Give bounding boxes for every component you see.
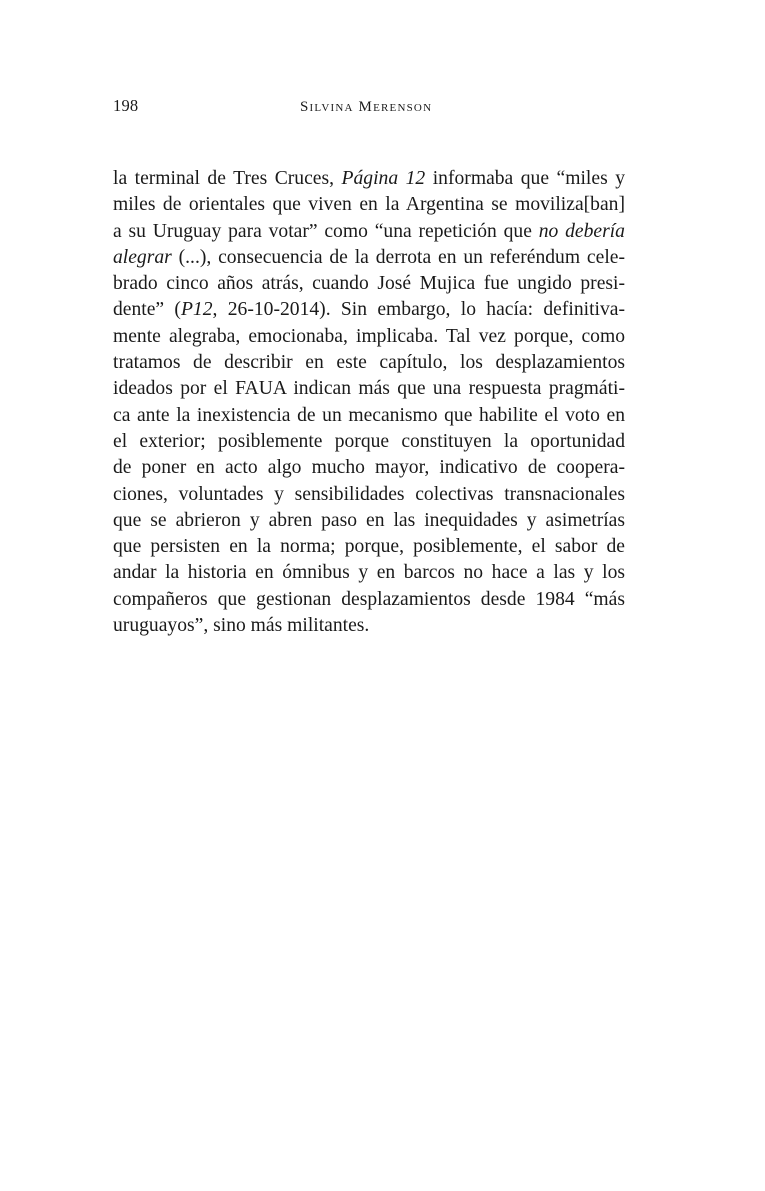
text-segment: ideados por el FAUA indican más que una respuesta pragmáti- [113,378,625,400]
italic-text-segment: alegrar [113,246,172,268]
text-line [113,245,625,271]
text-segment: miles de orientales que viven en la Argentina se moviliza[ban] [113,194,625,216]
text-segment: ca ante la inexistencia de un mecanismo que habilite el voto en [113,404,625,426]
text-segment: uruguayos”, sino más militantes. [113,615,370,637]
text-segment: la terminal de Tres Cruces, [113,168,342,189]
text-segment: el exterior; posiblemente porque constituyen la oportunidad [113,430,625,452]
text-line [113,534,625,560]
text-segment: a su Uruguay para votar” como “una repetición que [113,220,539,242]
text-segment: dente” ( [113,299,181,321]
body-paragraph [113,166,625,639]
text-line [113,297,625,323]
text-line [113,403,625,429]
text-segment: ciones, voluntades y sensibilidades colectivas transnacionales [113,483,625,505]
text-line [113,192,625,218]
text-line [113,508,625,534]
italic-text-segment: P12 [180,299,213,321]
text-line [113,587,625,613]
text-segment: tratamos de describir en este capítulo, los desplazamientos [113,352,625,374]
text-segment: que persisten en la norma; porque, posiblemente, el sabor de [113,536,625,558]
text-segment: de poner en acto algo mucho mayor, indicativo de coopera- [113,457,625,479]
text-segment: informaba que “miles y [425,168,625,189]
text-segment: andar la historia en ómnibus y en barcos no hace a las y los [113,562,625,584]
italic-text-segment: no debería [538,220,625,242]
text-segment: compañeros que gestionan desplazamientos desde 1984 “más [113,588,625,610]
text-line [113,166,625,192]
text-line [113,613,625,639]
text-line [113,376,625,402]
text-line [113,350,625,376]
text-segment: brado cinco años atrás, cuando José Mujica fue ungido presi- [113,273,625,295]
text-segment: que se abrieron y abren paso en las inequidades y asimetrías [113,509,625,531]
text-line [113,429,625,455]
italic-text-segment: Página 12 [341,168,426,189]
text-line [113,482,625,508]
text-line [113,560,625,586]
text-line [113,324,625,350]
text-line [113,271,625,297]
text-line [113,455,625,481]
running-head: Silvina Merenson [300,99,433,115]
text-segment: (...), consecuencia de la derrota en un referéndum cele- [171,246,625,268]
text-segment: mente alegraba, emocionaba, implicaba. Tal vez porque, como [113,325,625,347]
text-segment: , 26-10-2014). Sin embargo, lo hacía: definitiva- [212,299,625,321]
page-number: 198 [113,96,139,115]
text-line [113,219,625,245]
